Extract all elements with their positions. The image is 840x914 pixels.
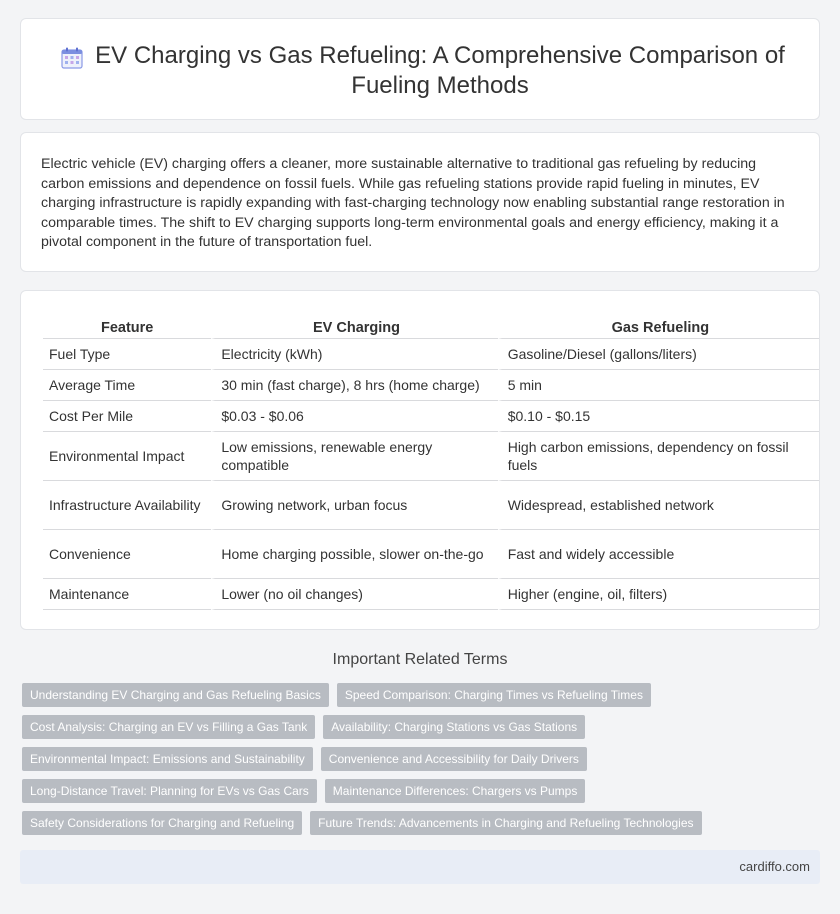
table-cell: Gasoline/Diesel (gallons/liters) (498, 339, 819, 370)
column-header: Gas Refueling (498, 315, 819, 339)
related-terms-heading: Important Related Terms (332, 651, 508, 668)
site-link[interactable]: cardiffo.com (739, 859, 810, 874)
table-cell: Maintenance (43, 579, 211, 610)
table-cell: Electricity (kWh) (211, 339, 497, 370)
table-row (43, 370, 819, 401)
table-cell: High carbon emissions, dependency on fossil fuels (498, 432, 819, 481)
related-term-tag[interactable]: Safety Considerations for Charging and Refueling (22, 811, 302, 835)
table-row (43, 432, 819, 481)
footer (20, 850, 820, 884)
related-term-tag[interactable]: Understanding EV Charging and Gas Refueling Basics (22, 683, 329, 707)
related-term-tag[interactable]: Environmental Impact: Emissions and Sustainability (22, 747, 313, 771)
table-cell: Environmental Impact (43, 432, 211, 481)
title-card (20, 18, 820, 120)
table-cell: Infrastructure Availability (43, 481, 211, 530)
table-header-row (43, 315, 819, 339)
table-cell: $0.10 - $0.15 (498, 401, 819, 432)
tag-row (22, 779, 802, 803)
table-cell: Home charging possible, slower on-the-go (211, 530, 497, 579)
table-cell: Higher (engine, oil, filters) (498, 579, 819, 610)
intro-card (20, 132, 820, 272)
related-term-tag[interactable]: Speed Comparison: Charging Times vs Refueling Times (337, 683, 651, 707)
table-cell: $0.03 - $0.06 (211, 401, 497, 432)
tag-row (22, 811, 802, 835)
table-cell: Cost Per Mile (43, 401, 211, 432)
related-term-tag[interactable]: Availability: Charging Stations vs Gas Stations (323, 715, 585, 739)
related-term-tag[interactable]: Maintenance Differences: Chargers vs Pumps (325, 779, 586, 803)
table-row (43, 401, 819, 432)
related-term-tag[interactable]: Long-Distance Travel: Planning for EVs vs Gas Cars (22, 779, 317, 803)
related-term-tag[interactable]: Cost Analysis: Charging an EV vs Filling a Gas Tank (22, 715, 315, 739)
table-row (43, 579, 819, 610)
column-header: Feature (43, 315, 211, 339)
title-row (21, 41, 819, 101)
table-row (43, 339, 819, 370)
comparison-table-card (20, 290, 820, 630)
table-cell: Fast and widely accessible (498, 530, 819, 579)
table-cell: Convenience (43, 530, 211, 579)
tag-row (22, 683, 802, 707)
table-cell: Low emissions, renewable energy compatible (211, 432, 497, 481)
page-title: EV Charging vs Gas Refueling: A Comprehensive Comparison of Fueling Methods (95, 42, 785, 99)
table-cell: 5 min (498, 370, 819, 401)
table-row (43, 530, 819, 579)
table-row (43, 481, 819, 530)
tag-row (22, 715, 802, 739)
table-cell: Fuel Type (43, 339, 211, 370)
table-cell: Lower (no oil changes) (211, 579, 497, 610)
calendar-grid-icon (61, 47, 83, 69)
table-cell: 30 min (fast charge), 8 hrs (home charge) (211, 370, 497, 401)
table-cell: Average Time (43, 370, 211, 401)
related-terms-list (22, 683, 802, 843)
intro-paragraph: Electric vehicle (EV) charging offers a cleaner, more sustainable alternative to traditional gas refueling by reducing carbon emissions and dependence on fossil fuels. While gas refueling stations provide rapid fueling in minutes, EV charging infrastructure is rapidly expanding with fast-charging technology now enabling substantial range restoration in comparable times. The shift to EV charging supports long-term environmental goals and energy efficiency, making it a pivotal component in the future of transportation fuel. (41, 156, 785, 250)
tag-row (22, 747, 802, 771)
table-cell: Growing network, urban focus (211, 481, 497, 530)
column-header: EV Charging (211, 315, 497, 339)
comparison-table (43, 315, 819, 610)
related-term-tag[interactable]: Future Trends: Advancements in Charging and Refueling Technologies (310, 811, 701, 835)
table-cell: Widespread, established network (498, 481, 819, 530)
related-term-tag[interactable]: Convenience and Accessibility for Daily Drivers (321, 747, 587, 771)
